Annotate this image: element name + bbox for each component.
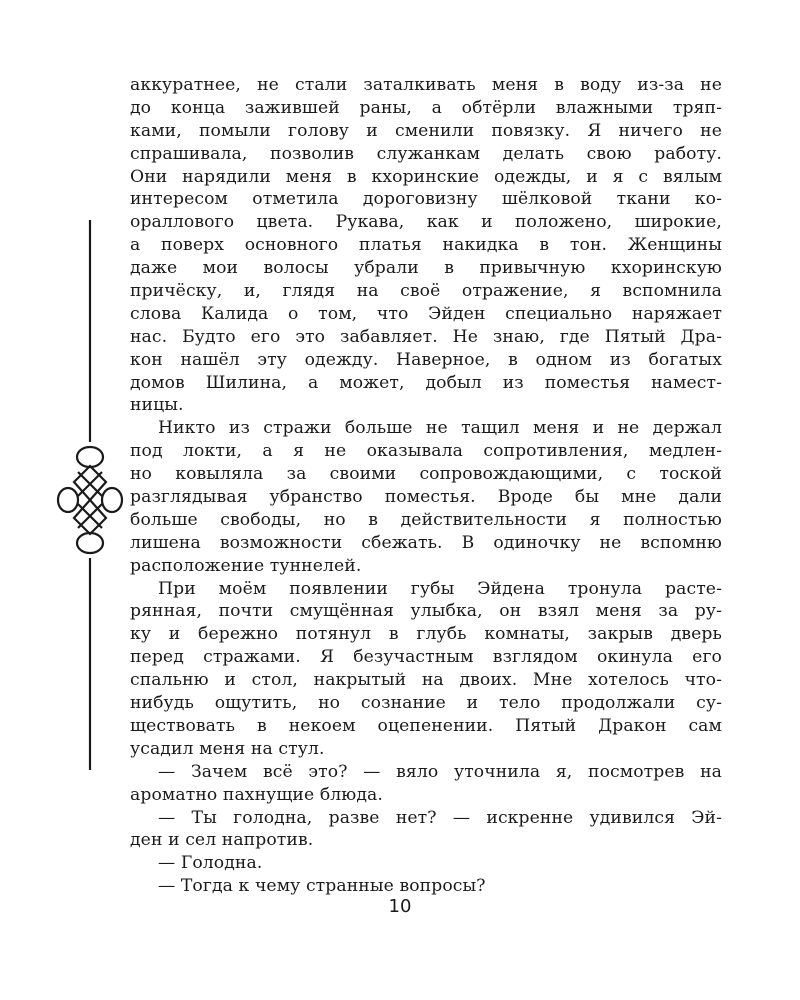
text-line: но ковыляла за своими сопровождающими, с тоской [130, 464, 722, 485]
text-line: — Зачем всё это? — вяло уточнила я, посмотрев на [158, 761, 722, 782]
text-line: ораллового цвета. Рукава, как и положено, широкие, [130, 212, 722, 233]
text-line: ками, помыли голову и сменили повязку. Я ничего не [130, 120, 722, 141]
text-line: Никто из стражи больше не тащил меня и не держал [158, 418, 722, 439]
text-line: спрашивала, позволив служанкам делать свою работу. [130, 143, 722, 164]
knot-ornament [50, 220, 130, 770]
text-line: — Ты голодна, разве нет? — искренне удивился Эй- [158, 807, 722, 828]
text-line: ку и бережно потянул в глубь комнаты, закрыв дверь [130, 624, 722, 645]
text-line: Они нарядили меня в кхоринские одежды, и я с вялым [130, 166, 722, 187]
text-line: ароматно пахнущие блюда. [130, 784, 383, 805]
body-text [130, 74, 722, 898]
text-line: до конца зажившей раны, а обтёрли влажными тряп- [130, 97, 722, 118]
text-line: аккуратнее, не стали заталкивать меня в воду из-за не [130, 75, 722, 95]
text-line: усадил меня на стул. [130, 738, 325, 759]
text-line: — Тогда к чему странные вопросы? [158, 876, 486, 897]
endless-knot-icon [58, 447, 122, 553]
text-line: рянная, почти смущённая улыбка, он взял меня за ру- [130, 601, 722, 622]
page-number: 10 [388, 896, 412, 917]
text-line: — Голодна. [158, 853, 263, 874]
text-line: лишена возможности сбежать. В одиночку не вспомню [130, 532, 722, 553]
text-line: нас. Будто его это забавляет. Не знаю, где Пятый Дра- [130, 326, 722, 347]
text-line: причёску, и, глядя на своё отражение, я вспомнила [130, 281, 722, 302]
text-line: домов Шилина, а может, добыл из поместья намест- [130, 372, 722, 393]
text-line: больше свободы, но в действительности я полностью [130, 509, 722, 530]
text-line: нибудь ощутить, но сознание и тело продолжали су- [130, 693, 722, 714]
text-line: При моём появлении губы Эйдена тронула расте- [158, 578, 722, 599]
text-line: а поверх основного платья накидка в тон. Женщины [130, 235, 722, 256]
text-line: даже мои волосы убрали в привычную кхоринскую [130, 258, 722, 279]
text-line: расположение туннелей. [130, 555, 362, 576]
text-line: ществовать в некоем оцепенении. Пятый Дракон сам [130, 715, 722, 736]
text-line: слова Калида о том, что Эйден специально наряжает [130, 303, 722, 324]
text-line: спальню и стол, накрытый на двоих. Мне хотелось что- [130, 670, 722, 691]
text-line: под локти, а я не оказывала сопротивления, медлен- [130, 441, 722, 462]
text-line: ницы. [130, 395, 184, 416]
text-line: перед стражами. Я безучастным взглядом окинула его [130, 647, 722, 668]
text-line: интересом отметила дороговизну шёлковой ткани ко- [130, 189, 722, 210]
text-line: ден и сел напротив. [130, 830, 314, 851]
text-line: кон нашёл эту одежду. Наверное, в одном из богатых [130, 349, 722, 370]
text-line: разглядывая убранство поместья. Вроде бы мне дали [130, 487, 722, 508]
